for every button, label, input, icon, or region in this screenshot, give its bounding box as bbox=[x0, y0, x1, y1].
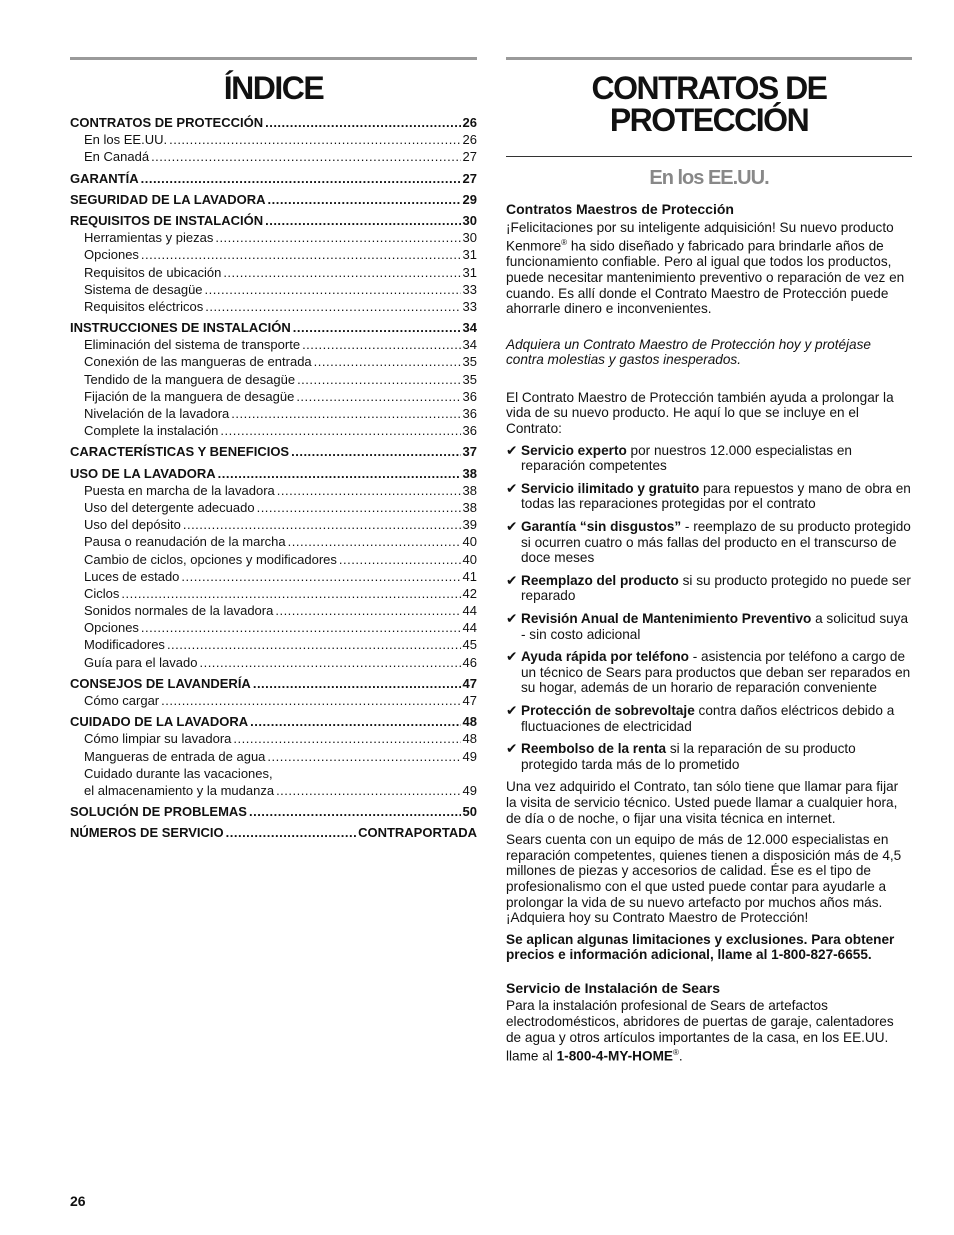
benefit-rest: para repuestos y mano de obra en todas las reparaciones protegidas por el contrato bbox=[521, 480, 911, 512]
toc-entry-label: Cambio de ciclos, opciones y modificadores bbox=[84, 551, 337, 567]
toc-entry bbox=[70, 602, 477, 619]
toc-entry-label: el almacenamiento y la mudanza bbox=[84, 782, 275, 798]
toc-entry-label: Uso del detergente adecuado bbox=[84, 499, 255, 515]
includes-paragraph: El Contrato Maestro de Protección también ayuda a prolongar la vida de su nuevo producto. He aquí lo que se incluye en el Contrato: bbox=[506, 389, 894, 437]
toc-entry-label: Mangueras de entrada de agua bbox=[84, 748, 266, 764]
toc-leader-dots bbox=[288, 533, 461, 550]
toc-entry bbox=[70, 803, 477, 820]
toc-entry-page: 27 bbox=[462, 170, 477, 186]
toc-entry-page: 31 bbox=[462, 247, 477, 263]
benefit-bold: Reembolso de la renta bbox=[521, 741, 667, 757]
toc-leader-dots bbox=[141, 246, 461, 263]
toc-leader-dots bbox=[297, 371, 460, 388]
toc-leader-dots bbox=[151, 148, 460, 165]
toc-entry bbox=[70, 675, 477, 692]
toc-entry-page: 31 bbox=[462, 264, 477, 280]
toc-leader-dots bbox=[265, 114, 460, 131]
toc-leader-dots bbox=[167, 636, 461, 653]
toc-entry-label: Eliminación del sistema de transporte bbox=[84, 337, 301, 353]
toc-entry-page: 47 bbox=[462, 675, 477, 691]
benefit-text bbox=[521, 649, 912, 696]
toc-leader-dots bbox=[257, 499, 461, 516]
benefit-text bbox=[521, 443, 912, 474]
toc-entry-label: Tendido de la manguera de desagüe bbox=[84, 371, 296, 387]
benefit-rest: - reemplazo de su producto protegido si ocurren cuatro o más fallas del producto en el transcurso de doce meses bbox=[521, 519, 911, 566]
benefit-bold: Servicio ilimitado y gratuito bbox=[521, 480, 700, 496]
page-number: 26 bbox=[70, 1193, 86, 1209]
toc-entry-page: 26 bbox=[462, 115, 477, 130]
contracts-title-line1: CONTRATOS DE bbox=[591, 70, 827, 106]
toc-entry-label: Opciones bbox=[84, 247, 139, 263]
toc-entry-label: Sonidos normales de la lavadora bbox=[84, 603, 274, 619]
toc-entry bbox=[70, 114, 477, 131]
toc-entry bbox=[70, 191, 477, 208]
toc-leader-dots bbox=[314, 353, 461, 370]
toc-entry-label: CARACTERÍSTICAS Y BENEFICIOS bbox=[70, 444, 290, 460]
checkmark-icon: ✔ bbox=[506, 741, 518, 757]
benefit-rest: si su producto protegido no puede ser reparado bbox=[521, 572, 911, 604]
install-phone: 1-800-4-MY-HOME bbox=[556, 1048, 673, 1064]
toc-entry-page: 27 bbox=[462, 149, 477, 165]
toc-entry bbox=[70, 824, 477, 841]
benefit-item bbox=[506, 443, 912, 474]
contracts-column bbox=[506, 57, 912, 1070]
toc-entry bbox=[70, 533, 477, 550]
italic-note: Adquiera un Contrato Maestro de Protección hoy y protéjase contra molestias y gastos inesperados. bbox=[506, 336, 871, 368]
checkmark-icon: ✔ bbox=[506, 611, 518, 626]
checkmark-icon: ✔ bbox=[506, 702, 518, 718]
section-heading: En los EE.UU. bbox=[649, 167, 769, 189]
toc-entry-label: Guía para el lavado bbox=[84, 654, 198, 670]
toc-entry bbox=[70, 281, 477, 298]
toc-leader-dots bbox=[218, 465, 461, 482]
registered-mark: ® bbox=[561, 238, 568, 248]
benefit-item bbox=[506, 481, 912, 512]
toc-entry-label: Complete la instalación bbox=[84, 423, 219, 439]
toc-leader-dots bbox=[231, 405, 460, 422]
toc-entry-page: 40 bbox=[462, 534, 477, 550]
toc-entry bbox=[70, 371, 477, 388]
toc-entry-label: Luces de estado bbox=[84, 568, 180, 584]
toc-leader-dots bbox=[223, 264, 460, 281]
top-rule bbox=[506, 57, 912, 60]
benefit-text bbox=[521, 741, 912, 772]
benefit-bold: Revisión Anual de Mantenimiento Preventivo bbox=[521, 611, 812, 626]
toc-entry-page: 46 bbox=[462, 654, 477, 670]
toc-leader-dots bbox=[220, 422, 460, 439]
toc-leader-dots bbox=[250, 713, 460, 730]
toc-entry-page: 34 bbox=[462, 320, 477, 336]
index-column bbox=[70, 57, 477, 842]
toc-entry-label: USO DE LA LAVADORA bbox=[70, 465, 216, 481]
toc-entry-page: 44 bbox=[462, 620, 477, 636]
toc-entry-label: En Canadá bbox=[84, 149, 150, 165]
toc-entry-label: SOLUCIÓN DE PROBLEMAS bbox=[70, 804, 247, 820]
toc-entry-page: CONTRAPORTADA bbox=[358, 825, 477, 841]
install-heading: Servicio de Instalación de Sears bbox=[506, 979, 720, 996]
toc-entry-page: 49 bbox=[462, 782, 477, 798]
toc-leader-dots bbox=[339, 551, 461, 568]
toc-leader-dots bbox=[169, 131, 460, 148]
toc-leader-dots bbox=[277, 482, 461, 499]
toc-entry-page: 41 bbox=[462, 568, 477, 584]
toc-entry bbox=[70, 298, 477, 315]
toc-entry bbox=[70, 730, 477, 747]
toc-entry-label: Fijación de la manguera de desagüe bbox=[84, 388, 295, 404]
toc-entry bbox=[70, 246, 477, 263]
toc-entry-page: 33 bbox=[462, 281, 477, 297]
toc-leader-dots bbox=[293, 319, 461, 336]
toc-entry bbox=[70, 264, 477, 281]
toc-entry-label: Cómo limpiar su lavadora bbox=[84, 731, 232, 747]
toc-entry-label: Conexión de las mangueras de entrada bbox=[84, 354, 312, 370]
toc-entry-page: 36 bbox=[462, 423, 477, 439]
toc-entry-label: Sistema de desagüe bbox=[84, 281, 203, 297]
toc-leader-dots bbox=[291, 443, 460, 460]
toc-entry bbox=[70, 585, 477, 602]
toc-entry-page: 45 bbox=[462, 637, 477, 653]
toc-leader-dots bbox=[161, 692, 460, 709]
checkmark-icon: ✔ bbox=[506, 442, 518, 458]
table-of-contents bbox=[70, 114, 477, 842]
toc-leader-dots bbox=[265, 212, 460, 229]
intro-a: ¡Felicitaciones por su inteligente adquisición! Su nuevo producto Kenmore bbox=[506, 219, 894, 254]
toc-leader-dots bbox=[267, 191, 460, 208]
toc-leader-dots bbox=[233, 730, 460, 747]
toc-entry-page: 36 bbox=[462, 388, 477, 404]
toc-entry-page: 38 bbox=[462, 465, 477, 481]
toc-leader-dots bbox=[276, 782, 460, 799]
toc-entry-page: 42 bbox=[462, 585, 477, 601]
benefit-bold: Ayuda rápida por teléfono bbox=[521, 649, 689, 665]
toc-entry bbox=[70, 148, 477, 165]
toc-entry-label: Cómo cargar bbox=[84, 693, 160, 708]
toc-entry bbox=[70, 465, 477, 482]
section-rule bbox=[506, 156, 912, 157]
limitations-paragraph: Se aplican algunas limitaciones y exclusiones. Para obtener precios e información adicional, llame al 1-800-827-6655. bbox=[506, 931, 895, 963]
toc-entry-label: NÚMEROS DE SERVICIO bbox=[70, 825, 224, 841]
benefit-bold: Garantía “sin disgustos” bbox=[521, 519, 682, 535]
toc-leader-dots bbox=[249, 803, 461, 820]
toc-entry-page: 38 bbox=[462, 499, 477, 515]
toc-leader-dots bbox=[121, 585, 460, 602]
toc-entry-label: Puesta en marcha de la lavadora bbox=[84, 482, 275, 498]
benefit-item bbox=[506, 741, 912, 772]
toc-entry bbox=[70, 499, 477, 516]
toc-entry bbox=[70, 692, 477, 709]
toc-leader-dots bbox=[215, 229, 460, 246]
toc-entry-label: Cuidado durante las vacaciones, bbox=[84, 765, 273, 781]
toc-entry bbox=[70, 405, 477, 422]
benefit-rest: contra daños eléctricos debido a fluctuaciones de electricidad bbox=[521, 702, 895, 734]
toc-entry-label: Herramientas y piezas bbox=[84, 230, 214, 246]
toc-entry-page: 37 bbox=[462, 444, 477, 460]
toc-entry bbox=[70, 713, 477, 730]
toc-entry bbox=[70, 131, 477, 148]
toc-entry bbox=[70, 319, 477, 336]
toc-leader-dots bbox=[181, 568, 460, 585]
toc-entry-page: 48 bbox=[462, 714, 477, 730]
benefits-list bbox=[506, 443, 912, 773]
benefit-item bbox=[506, 703, 912, 734]
top-rule bbox=[70, 57, 477, 60]
toc-entry-label: Ciclos bbox=[84, 585, 120, 601]
acquired-paragraph: Una vez adquirido el Contrato, tan sólo tiene que llamar para fijar la visita de servicio técnico. Usted puede llamar a cualquier hora, de día o de noche, o fijar una visita técnica en internet. bbox=[506, 779, 899, 826]
toc-entry-page: 33 bbox=[462, 298, 477, 314]
toc-entry-label: Opciones bbox=[84, 620, 139, 636]
toc-leader-dots bbox=[296, 388, 460, 405]
benefit-text bbox=[521, 519, 912, 566]
toc-entry bbox=[70, 568, 477, 585]
toc-leader-dots bbox=[253, 675, 461, 692]
toc-entry-page: 26 bbox=[462, 132, 477, 148]
toc-leader-dots bbox=[141, 619, 461, 636]
toc-entry-label: Requisitos de ubicación bbox=[84, 264, 222, 280]
toc-entry bbox=[70, 619, 477, 636]
benefit-item bbox=[506, 611, 912, 642]
toc-entry-label: En los EE.UU. bbox=[84, 132, 168, 148]
toc-leader-dots bbox=[205, 298, 460, 315]
index-title: ÍNDICE bbox=[223, 70, 324, 106]
benefit-rest: por nuestros 12.000 especialistas en reparación competentes bbox=[521, 442, 852, 474]
toc-leader-dots bbox=[141, 170, 461, 187]
toc-entry-page: 48 bbox=[462, 731, 477, 747]
benefit-rest: - asistencia por teléfono a cargo de un técnico de Sears para productos que deban ser reparados en su hogar, además de un horario de reparación conveniente bbox=[521, 649, 911, 696]
toc-entry-label: Requisitos eléctricos bbox=[84, 298, 204, 314]
install-registered-mark: ® bbox=[672, 1048, 679, 1058]
toc-entry bbox=[70, 170, 477, 187]
toc-entry-label: Nivelación de la lavadora bbox=[84, 406, 230, 421]
benefit-text bbox=[521, 611, 912, 642]
sears-team-paragraph: Sears cuenta con un equipo de más de 12.000 especialistas en reparación competentes, quienes tienen a disposición más de 4,5 millones de piezas y accesorios de calidad. Ése es el tipo de profesionalismo con el que usted puede contar para ayudarle a prolongar la vida de su nuevo artefacto por muchos años más. ¡Adquiera hoy su Contrato Maestro de Protección! bbox=[506, 832, 902, 926]
intro-paragraph bbox=[506, 220, 912, 317]
toc-entry-label: Pausa o reanudación de la marcha bbox=[84, 534, 286, 550]
toc-entry-page: 39 bbox=[462, 517, 477, 533]
benefit-bold: Reemplazo del producto bbox=[521, 572, 679, 588]
toc-entry bbox=[70, 516, 477, 533]
contracts-body bbox=[506, 202, 912, 1064]
toc-entry-label: CONTRATOS DE PROTECCIÓN bbox=[70, 115, 264, 130]
toc-entry-page: 47 bbox=[462, 693, 477, 708]
toc-entry bbox=[70, 748, 477, 765]
toc-entry-label: Uso del depósito bbox=[84, 517, 181, 533]
toc-entry-label: GARANTÍA bbox=[70, 170, 139, 186]
contracts-title-line2: PROTECCIÓN bbox=[609, 102, 809, 138]
benefit-item bbox=[506, 649, 912, 696]
toc-leader-dots bbox=[267, 748, 460, 765]
benefit-item bbox=[506, 519, 912, 566]
benefit-bold: Protección de sobrevoltaje bbox=[521, 702, 695, 718]
toc-entry-label: Modificadores bbox=[84, 637, 165, 653]
checkmark-icon: ✔ bbox=[506, 649, 518, 665]
checkmark-icon: ✔ bbox=[506, 519, 518, 535]
benefit-text bbox=[521, 573, 912, 604]
toc-entry bbox=[70, 551, 477, 568]
toc-entry-page: 29 bbox=[462, 191, 477, 207]
toc-entry-label: REQUISITOS DE INSTALACIÓN bbox=[70, 212, 264, 228]
toc-entry-label: CONSEJOS DE LAVANDERÍA bbox=[70, 675, 251, 691]
install-end: . bbox=[678, 1048, 683, 1064]
toc-entry-label: CUIDADO DE LA LAVADORA bbox=[70, 714, 249, 730]
toc-leader-dots bbox=[275, 602, 460, 619]
toc-entry bbox=[70, 654, 477, 671]
benefit-item bbox=[506, 573, 912, 604]
toc-entry-page: 34 bbox=[462, 337, 477, 353]
intro-b: ha sido diseñado y fabricado para brindarle años de funcionamiento confiable. Pero al igual que todos los productos, puede necesitar mantenimiento preventivo o reparación de vez en cuando. Es allí donde el Contrato Maestro de Protección puede ahorrarle dinero e inconvenientes. bbox=[506, 238, 905, 317]
install-text: Para la instalación profesional de Sears de artefactos electrodomésticos, abridores de puertas de garaje, calentadores de agua y otros artículos importantes de la casa, en los EE.UU. llame al bbox=[506, 998, 894, 1064]
toc-entry bbox=[70, 336, 477, 353]
checkmark-icon: ✔ bbox=[506, 572, 518, 588]
toc-entry bbox=[70, 636, 477, 653]
benefit-bold: Servicio experto bbox=[521, 442, 627, 458]
toc-leader-dots bbox=[302, 336, 460, 353]
toc-entry-page: 36 bbox=[462, 406, 477, 421]
toc-entry bbox=[70, 388, 477, 405]
toc-entry-page: 30 bbox=[462, 230, 477, 246]
contracts-title bbox=[506, 72, 912, 136]
toc-entry-page: 38 bbox=[462, 482, 477, 498]
toc-entry bbox=[70, 482, 477, 499]
toc-entry bbox=[70, 353, 477, 370]
toc-leader-dots bbox=[199, 654, 460, 671]
toc-entry bbox=[70, 782, 477, 799]
toc-entry-label: INSTRUCCIONES DE INSTALACIÓN bbox=[70, 320, 291, 336]
benefit-rest: a solicitud suya - sin costo adicional bbox=[521, 611, 909, 642]
toc-leader-dots bbox=[183, 516, 461, 533]
benefit-text bbox=[521, 481, 912, 512]
toc-entry-page: 50 bbox=[462, 804, 477, 820]
toc-leader-dots bbox=[226, 824, 356, 841]
toc-entry-page: 40 bbox=[462, 551, 477, 567]
toc-entry-page: 30 bbox=[462, 212, 477, 228]
benefit-text bbox=[521, 703, 912, 734]
toc-entry bbox=[70, 229, 477, 246]
toc-entry-page: 35 bbox=[462, 371, 477, 387]
checkmark-icon: ✔ bbox=[506, 480, 518, 496]
toc-entry-page: 44 bbox=[462, 603, 477, 619]
toc-entry bbox=[70, 765, 477, 782]
toc-entry bbox=[70, 212, 477, 229]
install-paragraph bbox=[506, 998, 912, 1064]
toc-entry-page: 49 bbox=[462, 748, 477, 764]
toc-leader-dots bbox=[205, 281, 461, 298]
toc-entry-label: SEGURIDAD DE LA LAVADORA bbox=[70, 191, 266, 207]
benefit-rest: si la reparación de su producto protegido tarda más de lo prometido bbox=[521, 741, 856, 772]
toc-entry-page: 35 bbox=[462, 354, 477, 370]
toc-entry bbox=[70, 443, 477, 460]
toc-entry bbox=[70, 422, 477, 439]
master-heading: Contratos Maestros de Protección bbox=[506, 201, 734, 217]
